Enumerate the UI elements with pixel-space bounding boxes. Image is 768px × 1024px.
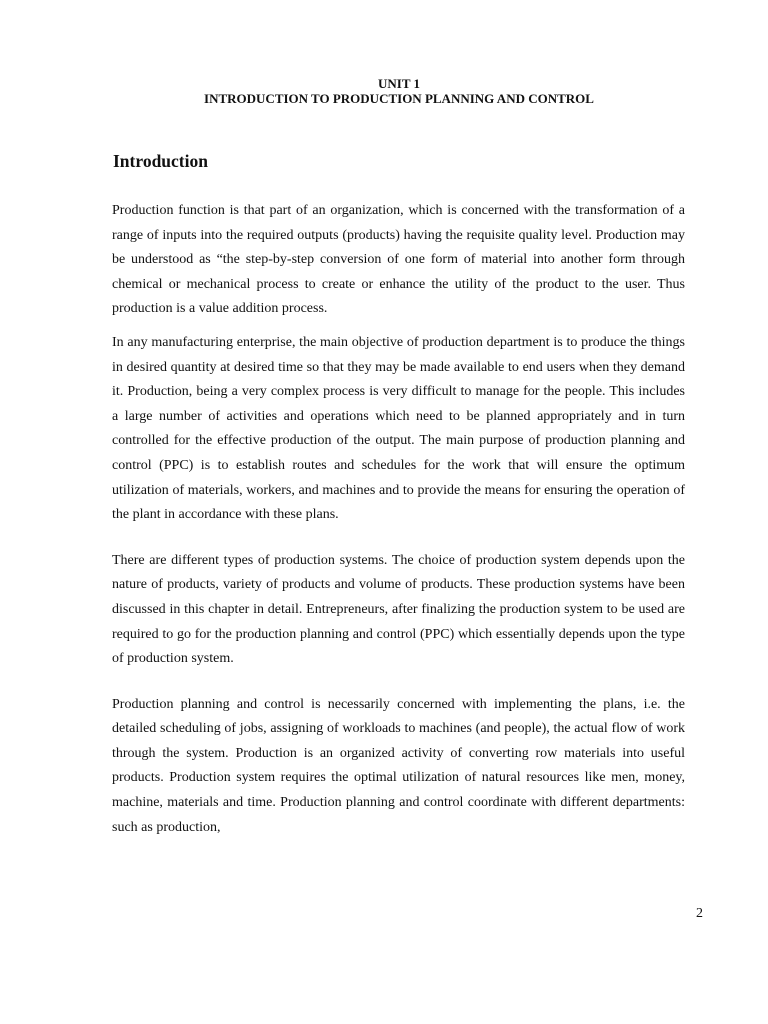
- section-heading: Introduction: [113, 151, 208, 171]
- paragraph: There are different types of production systems. The choice of production system depends upon the nature of products, variety of products and volume of products. These production systems have been discussed in this chapter in detail. Entrepreneurs, after finalizing the production system to be used are required to go for the production planning and control (PPC) which essentially depends upon the type of production system.: [112, 552, 685, 667]
- page-number: 2: [696, 906, 703, 921]
- paragraph: Production planning and control is necessarily concerned with implementing the plans, i.e. the detailed scheduling of jobs, assigning of workloads to machines (and people), the actual flow of work through the system. Production is an organized activity of converting row materials into useful products. Production system requires the optimal utilization of natural resources like men, money, machine, materials and time. Production planning and control coordinate with different departments: such as production,: [112, 696, 685, 835]
- chapter-title: INTRODUCTION TO PRODUCTION PLANNING AND CONTROL: [204, 91, 594, 106]
- paragraph: Production function is that part of an organization, which is concerned with the transformation of a range of inputs into the required outputs (products) having the requisite quality level. Production may be understood as “the step-by-step conversion of one form of material into another form through chemical or mechanical process to create or enhance the utility of the product to the user. Thus production is a value addition process.: [112, 203, 685, 317]
- paragraph: In any manufacturing enterprise, the main objective of production department is to produce the things in desired quantity at desired time so that they may be made available to end users when they demand it. Production, being a very complex process is very difficult to manage for the people. This includes a large number of activities and operations which need to be planned appropriately and in turn controlled for the effective production of the output. The main purpose of production planning and control (PPC) is to establish routes and schedules for the work that will ensure the optimum utilization of materials, workers, and machines and to provide the means for ensuring the operation of the plant in accordance with these plans.: [112, 334, 685, 523]
- page-header: [112, 76, 686, 106]
- unit-label: UNIT 1: [377, 76, 421, 91]
- body-text: [112, 199, 685, 840]
